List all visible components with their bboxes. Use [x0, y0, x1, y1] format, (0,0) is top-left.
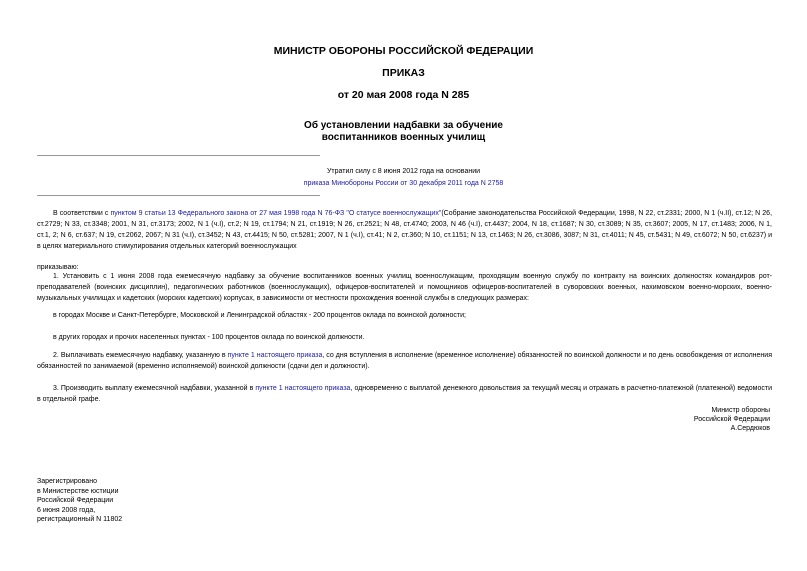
- registration-line-5: регистрационный N 11802: [37, 516, 123, 523]
- status-note: [0, 166, 807, 190]
- order-word: приказываю:: [37, 264, 79, 271]
- federal-law-link[interactable]: пунктом 9 статьи 13 Федерального закона от 27 мая 1998 года N 76-ФЗ "О статусе военнослужащих": [110, 210, 442, 217]
- divider-bottom: [37, 195, 320, 196]
- registration-line-3: Российской Федерации: [37, 497, 114, 504]
- title-line-1: Об установлении надбавки за обучение: [304, 120, 503, 131]
- registration-line-1: Зарегистрировано: [37, 478, 97, 485]
- signature-line-3: А.Сердюков: [730, 425, 770, 432]
- item-1: [37, 271, 772, 304]
- item-2-link[interactable]: пункте 1 настоящего приказа: [227, 352, 323, 359]
- registration-line-4: 6 июня 2008 года,: [37, 506, 96, 514]
- item-2-rest: , со дня вступления в исполнение (временное исполнение) обязанностей по воинской должности и по день освобождения от исполнения обязанностей по занимаемой (временно исполняемой) воинской должности (сдачи дел и должности).: [37, 352, 772, 370]
- item-3: [37, 383, 772, 405]
- doc-title: [0, 120, 807, 144]
- signature-line-2: Российской Федерации: [693, 416, 770, 423]
- registration-line-2: в Министерстве юстиции: [37, 487, 119, 495]
- title-line-2: воспитанников военных училищ: [321, 132, 486, 143]
- registration-block: [37, 477, 122, 525]
- divider-top: [37, 155, 320, 156]
- item-1-text: 1. Установить с 1 июня 2008 года ежемесячную надбавку за обучение воспитанников военных училищ военнослужащим, проходящим военную службу по контракту на воинских должностях командиров рот-преподавателей (воинских дисциплин), педагогических работников (военнослужащих), офицеров-воспитателей и помощников офицеров-воспитателей в суворовских военных, нахимовском военно-морских, военно-музыкальных училищах и кадетских (морских кадетских) корпусах, в зависимости от местности прохождения военной службы в следующих размерах:: [37, 273, 772, 302]
- status-line: Утратил силу с 8 июня 2012 года на основании: [326, 168, 481, 175]
- item-3-prefix: 3. Производить выплату ежемесячной надбавки, указанной в: [53, 385, 256, 392]
- signature-line-1: Министр обороны: [711, 407, 770, 414]
- item-3-link[interactable]: пункте 1 настоящего приказа: [255, 385, 351, 392]
- item-3-rest: , одновременно с выплатой денежного довольствия за текущий месяц и отражать в расчетно-платежной (платежной) ведомости в отдельной графе.: [37, 385, 772, 403]
- ministry-heading: МИНИСТР ОБОРОНЫ РОССИЙСКОЙ ФЕДЕРАЦИИ: [273, 45, 534, 57]
- item-1a-text: в городах Москве и Санкт-Петербурге, Московской и Ленинградской областях - 200 процентов оклада по воинской должности;: [53, 312, 466, 319]
- signature-block: [694, 406, 770, 433]
- intro-rest: (Собрание законодательства Российской Федерации, 1998, N 22, ст.2331; 2000, N 1 (ч.II), ст.12; N 26, ст.2729; N 33, ст.3348; 2001, N 31, ст.3173; 2002, N 1 (ч.I), ст.2; N 19, ст.1794; N 21, ст.1919; N 26, ст.2521; N 48, ст.4740; 2003, N 46 (ч.I), ст.4437; 2004, N 18, ст.1687; N 30, ст.3089; N 35, ст.3607; 2005, N 17, ст.1483; 2006, N 1, ст.1, 2; N 6, ст.637; N 19, ст.2062, 2067; N 31 (ч.I), ст.3452; N 43, ст.4415; N 50, ст.5281; 2007, N 1 (ч.I), ст.41; N 2, ст.360; N 10, ст.1151; N 13, ст.1463; N 26, ст.3086, 3087; N 31, ст.4011; N 45, ст.5431; N 49, ст.6072; N 50, ст.6237) и в целях материального стимулирования отдельных категорий военнослужащих: [37, 210, 773, 250]
- intro-paragraph: [37, 208, 772, 252]
- item-1b: [37, 332, 772, 343]
- doc-type-heading: ПРИКАЗ: [382, 67, 425, 79]
- item-2-prefix: 2. Выплачивать ежемесячную надбавку, указанную в: [53, 352, 228, 359]
- item-1b-text: в других городах и прочих населенных пунктах - 100 процентов оклада по воинской должности.: [53, 334, 365, 341]
- item-1a: [37, 310, 772, 321]
- intro-prefix: В соответствии с: [53, 210, 111, 217]
- item-2: [37, 350, 772, 372]
- repeal-order-link[interactable]: приказа Минобороны России от 30 декабря 2011 года N 2758: [303, 180, 504, 187]
- date-number: от 20 мая 2008 года N 285: [337, 89, 470, 101]
